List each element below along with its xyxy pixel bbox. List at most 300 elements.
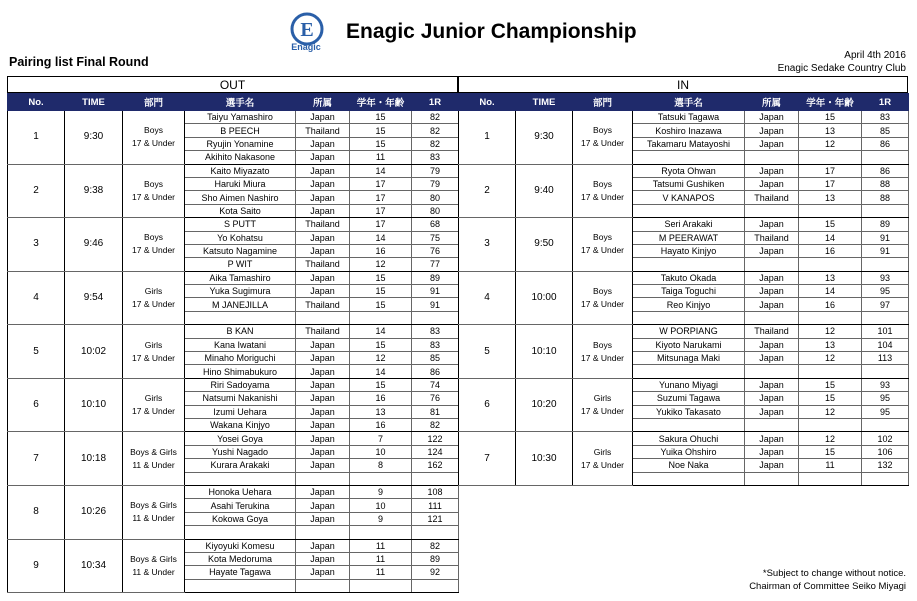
- player-affiliation: Japan: [296, 418, 350, 431]
- round1-score: 162: [412, 459, 459, 472]
- player-name: Takamaru Matayoshi: [633, 137, 745, 150]
- table-row: [8, 111, 459, 124]
- tee-time: 9:38: [65, 164, 123, 218]
- player-affiliation: Japan: [296, 204, 350, 217]
- player-grade-age: [799, 151, 862, 164]
- division-cell: [573, 378, 633, 432]
- player-affiliation: Japan: [296, 231, 350, 244]
- out-column-header: TIME: [65, 94, 123, 111]
- player-affiliation: [745, 311, 799, 324]
- round1-score: 124: [412, 445, 459, 458]
- player-name: [633, 204, 745, 217]
- player-grade-age: 15: [350, 124, 412, 137]
- player-name: [633, 258, 745, 271]
- player-affiliation: [745, 258, 799, 271]
- player-grade-age: 9: [350, 512, 412, 525]
- tee-time: 9:30: [65, 111, 123, 165]
- tee-time: 9:40: [516, 164, 573, 218]
- division-label: Boys & Girls: [130, 446, 177, 457]
- tee-time: 9:50: [516, 218, 573, 272]
- player-name: B KAN: [185, 325, 296, 338]
- player-name: Kaito Miyazato: [185, 164, 296, 177]
- player-grade-age: 7: [350, 432, 412, 445]
- division-label: Boys: [593, 178, 612, 189]
- player-name: Yuika Ohshiro: [633, 445, 745, 458]
- player-grade-age: 14: [350, 325, 412, 338]
- player-grade-age: 10: [350, 445, 412, 458]
- division-cell: [573, 325, 633, 379]
- table-row: [459, 164, 909, 177]
- division-cell: [573, 218, 633, 272]
- group-number: 1: [459, 111, 516, 165]
- player-grade-age: 17: [350, 204, 412, 217]
- player-affiliation: Japan: [745, 352, 799, 365]
- tee-time: 10:00: [516, 271, 573, 325]
- in-column-header: 選手名: [633, 94, 745, 111]
- player-grade-age: [799, 311, 862, 324]
- group-number: 7: [459, 432, 516, 486]
- player-name: Wakana Kinjyo: [185, 418, 296, 431]
- round1-score: [862, 151, 909, 164]
- player-affiliation: Japan: [296, 539, 350, 552]
- player-affiliation: Japan: [745, 378, 799, 391]
- division-label: Boys: [593, 339, 612, 350]
- round1-score: 76: [412, 244, 459, 257]
- round1-score: 83: [412, 338, 459, 351]
- player-grade-age: 15: [799, 111, 862, 124]
- player-grade-age: 8: [350, 459, 412, 472]
- player-affiliation: Japan: [296, 378, 350, 391]
- table-row: [459, 111, 909, 124]
- round1-score: 89: [412, 552, 459, 565]
- player-name: Hino Shimabukuro: [185, 365, 296, 378]
- out-column-header: 1R: [412, 94, 459, 111]
- player-affiliation: Japan: [296, 244, 350, 257]
- player-name: Yo Kohatsu: [185, 231, 296, 244]
- in-column-header: No.: [459, 94, 516, 111]
- in-section-header: IN: [458, 76, 908, 93]
- player-name: M JANEJILLA: [185, 298, 296, 311]
- player-affiliation: Thailand: [296, 124, 350, 137]
- player-affiliation: Japan: [296, 459, 350, 472]
- table-row: [8, 325, 459, 338]
- player-affiliation: Japan: [296, 566, 350, 579]
- division-cell: [123, 325, 185, 379]
- round1-score: 106: [862, 445, 909, 458]
- division-cell: [123, 164, 185, 218]
- table-row: [8, 485, 459, 498]
- player-affiliation: Japan: [745, 244, 799, 257]
- player-name: Aika Tamashiro: [185, 271, 296, 284]
- player-grade-age: [799, 472, 862, 485]
- player-affiliation: Japan: [745, 405, 799, 418]
- player-affiliation: Japan: [745, 285, 799, 298]
- age-category-label: 17 & Under: [581, 406, 624, 417]
- round1-score: [862, 472, 909, 485]
- event-date: April 4th 2016: [844, 50, 906, 61]
- player-affiliation: [296, 311, 350, 324]
- player-grade-age: [350, 311, 412, 324]
- player-name: Minaho Moriguchi: [185, 352, 296, 365]
- group-number: 2: [459, 164, 516, 218]
- player-name: Yuka Sugimura: [185, 285, 296, 298]
- round1-score: 113: [862, 352, 909, 365]
- player-name: [185, 526, 296, 539]
- player-name: Suzumi Tagawa: [633, 392, 745, 405]
- player-affiliation: Japan: [296, 177, 350, 190]
- group-number: 5: [459, 325, 516, 379]
- player-grade-age: 16: [799, 244, 862, 257]
- player-name: Kota Saito: [185, 204, 296, 217]
- player-grade-age: 16: [350, 392, 412, 405]
- age-category-label: 17 & Under: [581, 298, 624, 309]
- division-label: Girls: [144, 285, 163, 296]
- player-grade-age: 14: [350, 164, 412, 177]
- player-affiliation: Japan: [296, 111, 350, 124]
- division-label: Boys: [144, 232, 163, 243]
- player-grade-age: 17: [350, 177, 412, 190]
- round1-score: 111: [412, 499, 459, 512]
- player-grade-age: 10: [350, 499, 412, 512]
- round1-score: 102: [862, 432, 909, 445]
- round1-score: [862, 311, 909, 324]
- group-number: 4: [459, 271, 516, 325]
- player-affiliation: [745, 151, 799, 164]
- round1-score: 91: [412, 285, 459, 298]
- player-name: Yushi Nagado: [185, 445, 296, 458]
- event-venue: Enagic Sedake Country Club: [777, 63, 906, 74]
- round1-score: 91: [412, 298, 459, 311]
- player-name: [185, 579, 296, 592]
- tee-time: 10:26: [65, 485, 123, 539]
- division-cell: [573, 432, 633, 486]
- player-affiliation: Japan: [745, 164, 799, 177]
- round1-score: 108: [412, 485, 459, 498]
- player-name: Seri Arakaki: [633, 218, 745, 231]
- player-grade-age: 17: [350, 191, 412, 204]
- group-number: 9: [8, 539, 65, 593]
- player-name: [633, 472, 745, 485]
- round1-score: 89: [412, 271, 459, 284]
- table-row: [8, 432, 459, 445]
- age-category-label: 17 & Under: [581, 245, 624, 256]
- player-grade-age: 15: [799, 218, 862, 231]
- player-grade-age: 15: [350, 137, 412, 150]
- player-name: [185, 472, 296, 485]
- player-affiliation: Japan: [745, 124, 799, 137]
- player-grade-age: 15: [799, 445, 862, 458]
- player-affiliation: Japan: [296, 405, 350, 418]
- division-label: Boys: [593, 285, 612, 296]
- tee-time: 10:30: [516, 432, 573, 486]
- player-name: Sho Aimen Nashiro: [185, 191, 296, 204]
- pairing-label: Pairing list Final Round: [9, 55, 149, 69]
- table-row: [459, 378, 909, 391]
- player-grade-age: 12: [350, 352, 412, 365]
- group-number: 5: [8, 325, 65, 379]
- player-name: [633, 311, 745, 324]
- division-label: Girls: [144, 393, 163, 404]
- round1-score: 82: [412, 539, 459, 552]
- age-category-label: 17 & Under: [132, 298, 175, 309]
- player-grade-age: 17: [799, 164, 862, 177]
- player-grade-age: [350, 526, 412, 539]
- player-affiliation: Japan: [296, 365, 350, 378]
- player-name: Honoka Uehara: [185, 485, 296, 498]
- round1-score: [412, 472, 459, 485]
- round1-score: 79: [412, 177, 459, 190]
- player-name: Yosei Goya: [185, 432, 296, 445]
- round1-score: [412, 579, 459, 592]
- player-name: S PUTT: [185, 218, 296, 231]
- player-name: Reo Kinjyo: [633, 298, 745, 311]
- round1-score: 81: [412, 405, 459, 418]
- player-affiliation: Japan: [296, 445, 350, 458]
- division-cell: [573, 271, 633, 325]
- division-cell: [123, 218, 185, 272]
- round1-score: 92: [412, 566, 459, 579]
- player-grade-age: 11: [350, 539, 412, 552]
- in-column-header: 1R: [862, 94, 909, 111]
- player-grade-age: 15: [350, 338, 412, 351]
- round1-score: 82: [412, 111, 459, 124]
- player-name: Kurara Arakaki: [185, 459, 296, 472]
- age-category-label: 17 & Under: [581, 191, 624, 202]
- round1-score: 82: [412, 124, 459, 137]
- player-name: Asahi Terukina: [185, 499, 296, 512]
- player-affiliation: Thailand: [745, 191, 799, 204]
- age-category-label: 17 & Under: [581, 459, 624, 470]
- player-grade-age: 12: [799, 137, 862, 150]
- player-affiliation: Japan: [296, 151, 350, 164]
- logo-text: Enagic: [291, 42, 321, 52]
- round1-score: 95: [862, 405, 909, 418]
- in-column-header: TIME: [516, 94, 573, 111]
- player-grade-age: [799, 418, 862, 431]
- player-name: Mitsunaga Maki: [633, 352, 745, 365]
- player-name: Kokowa Goya: [185, 512, 296, 525]
- tee-time: 10:02: [65, 325, 123, 379]
- player-name: Kana Iwatani: [185, 338, 296, 351]
- player-name: Riri Sadoyama: [185, 378, 296, 391]
- player-affiliation: Japan: [296, 512, 350, 525]
- group-number: 6: [8, 378, 65, 432]
- player-grade-age: 13: [799, 338, 862, 351]
- player-affiliation: [745, 472, 799, 485]
- player-grade-age: 14: [799, 285, 862, 298]
- player-affiliation: Japan: [296, 499, 350, 512]
- tee-time: 10:10: [516, 325, 573, 379]
- player-affiliation: Japan: [296, 191, 350, 204]
- player-name: W PORPIANG: [633, 325, 745, 338]
- player-affiliation: Japan: [296, 338, 350, 351]
- player-name: [633, 418, 745, 431]
- player-grade-age: [350, 472, 412, 485]
- player-grade-age: 11: [799, 459, 862, 472]
- player-affiliation: Thailand: [745, 231, 799, 244]
- tee-time: 9:30: [516, 111, 573, 165]
- player-affiliation: Japan: [745, 111, 799, 124]
- player-affiliation: Japan: [296, 432, 350, 445]
- player-affiliation: Japan: [745, 298, 799, 311]
- player-affiliation: [296, 526, 350, 539]
- player-affiliation: [745, 365, 799, 378]
- age-category-label: 17 & Under: [132, 406, 175, 417]
- player-affiliation: Japan: [745, 392, 799, 405]
- group-number: 2: [8, 164, 65, 218]
- out-pairing-table: [7, 93, 459, 593]
- table-row: [8, 539, 459, 552]
- player-affiliation: Thailand: [296, 258, 350, 271]
- age-category-label: 11 & Under: [132, 513, 175, 524]
- chairman-signature: Chairman of Committee Seiko Miyagi: [749, 581, 906, 592]
- player-affiliation: Japan: [296, 285, 350, 298]
- group-number: 3: [459, 218, 516, 272]
- round1-score: 122: [412, 432, 459, 445]
- player-grade-age: 15: [350, 285, 412, 298]
- division-label: Boys: [593, 232, 612, 243]
- player-grade-age: 15: [350, 111, 412, 124]
- player-affiliation: [296, 579, 350, 592]
- player-affiliation: Japan: [745, 271, 799, 284]
- round1-score: 88: [862, 177, 909, 190]
- division-label: Girls: [144, 339, 163, 350]
- player-grade-age: 9: [350, 485, 412, 498]
- player-affiliation: Japan: [296, 552, 350, 565]
- table-row: [8, 164, 459, 177]
- tee-time: 10:34: [65, 539, 123, 593]
- player-grade-age: 16: [799, 298, 862, 311]
- player-grade-age: 15: [350, 298, 412, 311]
- round1-score: 86: [412, 365, 459, 378]
- round1-score: 86: [862, 164, 909, 177]
- change-notice: *Subject to change without notice.: [762, 568, 906, 579]
- player-grade-age: 14: [799, 231, 862, 244]
- round1-score: 83: [862, 111, 909, 124]
- round1-score: [412, 311, 459, 324]
- player-name: [185, 311, 296, 324]
- player-affiliation: [745, 204, 799, 217]
- player-name: Tatsuki Tagawa: [633, 111, 745, 124]
- round1-score: 95: [862, 392, 909, 405]
- round1-score: 74: [412, 378, 459, 391]
- division-cell: [123, 271, 185, 325]
- division-cell: [123, 432, 185, 486]
- round1-score: 88: [862, 191, 909, 204]
- player-affiliation: Japan: [296, 164, 350, 177]
- player-name: Sakura Ohuchi: [633, 432, 745, 445]
- player-name: Hayato Kinjyo: [633, 244, 745, 257]
- group-number: 3: [8, 218, 65, 272]
- player-grade-age: 12: [350, 258, 412, 271]
- player-affiliation: Thailand: [296, 298, 350, 311]
- player-grade-age: 12: [799, 352, 862, 365]
- player-affiliation: Japan: [296, 352, 350, 365]
- round1-score: 80: [412, 191, 459, 204]
- division-label: Boys: [593, 125, 612, 136]
- player-grade-age: 11: [350, 552, 412, 565]
- player-name: Yukiko Takasato: [633, 405, 745, 418]
- player-grade-age: 12: [799, 405, 862, 418]
- player-grade-age: 15: [799, 392, 862, 405]
- division-label: Boys & Girls: [130, 500, 177, 511]
- in-header-row: [459, 94, 909, 111]
- player-affiliation: Japan: [745, 218, 799, 231]
- round1-score: 82: [412, 418, 459, 431]
- round1-score: 132: [862, 459, 909, 472]
- out-column-header: 学年・年齢: [350, 94, 412, 111]
- round1-score: 86: [862, 137, 909, 150]
- player-grade-age: 15: [799, 378, 862, 391]
- player-affiliation: [745, 418, 799, 431]
- player-name: Noe Naka: [633, 459, 745, 472]
- player-grade-age: 13: [350, 405, 412, 418]
- round1-score: 121: [412, 512, 459, 525]
- player-name: V KANAPOS: [633, 191, 745, 204]
- table-row: [8, 218, 459, 231]
- player-name: Hayate Tagawa: [185, 566, 296, 579]
- player-grade-age: [799, 365, 862, 378]
- table-row: [8, 271, 459, 284]
- round1-score: 91: [862, 231, 909, 244]
- age-category-label: 17 & Under: [132, 245, 175, 256]
- division-label: Boys: [144, 125, 163, 136]
- round1-score: 83: [412, 151, 459, 164]
- round1-score: 77: [412, 258, 459, 271]
- round1-score: 76: [412, 392, 459, 405]
- round1-score: 101: [862, 325, 909, 338]
- out-column-header: 部門: [123, 94, 185, 111]
- player-name: [633, 151, 745, 164]
- player-name: Tatsumi Gushiken: [633, 177, 745, 190]
- group-number: 4: [8, 271, 65, 325]
- age-category-label: 17 & Under: [581, 352, 624, 363]
- table-row: [8, 378, 459, 391]
- player-grade-age: 14: [350, 231, 412, 244]
- tee-time: 10:18: [65, 432, 123, 486]
- division-cell: [573, 111, 633, 165]
- player-name: P WIT: [185, 258, 296, 271]
- player-affiliation: Japan: [296, 271, 350, 284]
- player-grade-age: 15: [350, 271, 412, 284]
- round1-score: 85: [862, 124, 909, 137]
- player-grade-age: 14: [350, 365, 412, 378]
- player-name: Haruki Miura: [185, 177, 296, 190]
- group-number: 8: [8, 485, 65, 539]
- player-name: Ryota Ohwan: [633, 164, 745, 177]
- player-grade-age: 15: [350, 378, 412, 391]
- player-grade-age: 13: [799, 124, 862, 137]
- player-affiliation: Japan: [745, 177, 799, 190]
- round1-score: 79: [412, 164, 459, 177]
- round1-score: 93: [862, 378, 909, 391]
- round1-score: 83: [412, 325, 459, 338]
- player-affiliation: Japan: [745, 459, 799, 472]
- out-section-header: OUT: [7, 76, 458, 93]
- player-grade-age: 13: [799, 191, 862, 204]
- player-name: Koshiro Inazawa: [633, 124, 745, 137]
- tee-time: 10:20: [516, 378, 573, 432]
- round1-score: 85: [412, 352, 459, 365]
- player-name: Yunano Miyagi: [633, 378, 745, 391]
- player-name: Taiga Toguchi: [633, 285, 745, 298]
- tee-time: 9:54: [65, 271, 123, 325]
- division-label: Girls: [593, 393, 612, 404]
- player-grade-age: 12: [799, 325, 862, 338]
- player-grade-age: [799, 204, 862, 217]
- player-affiliation: Japan: [296, 137, 350, 150]
- player-name: [633, 365, 745, 378]
